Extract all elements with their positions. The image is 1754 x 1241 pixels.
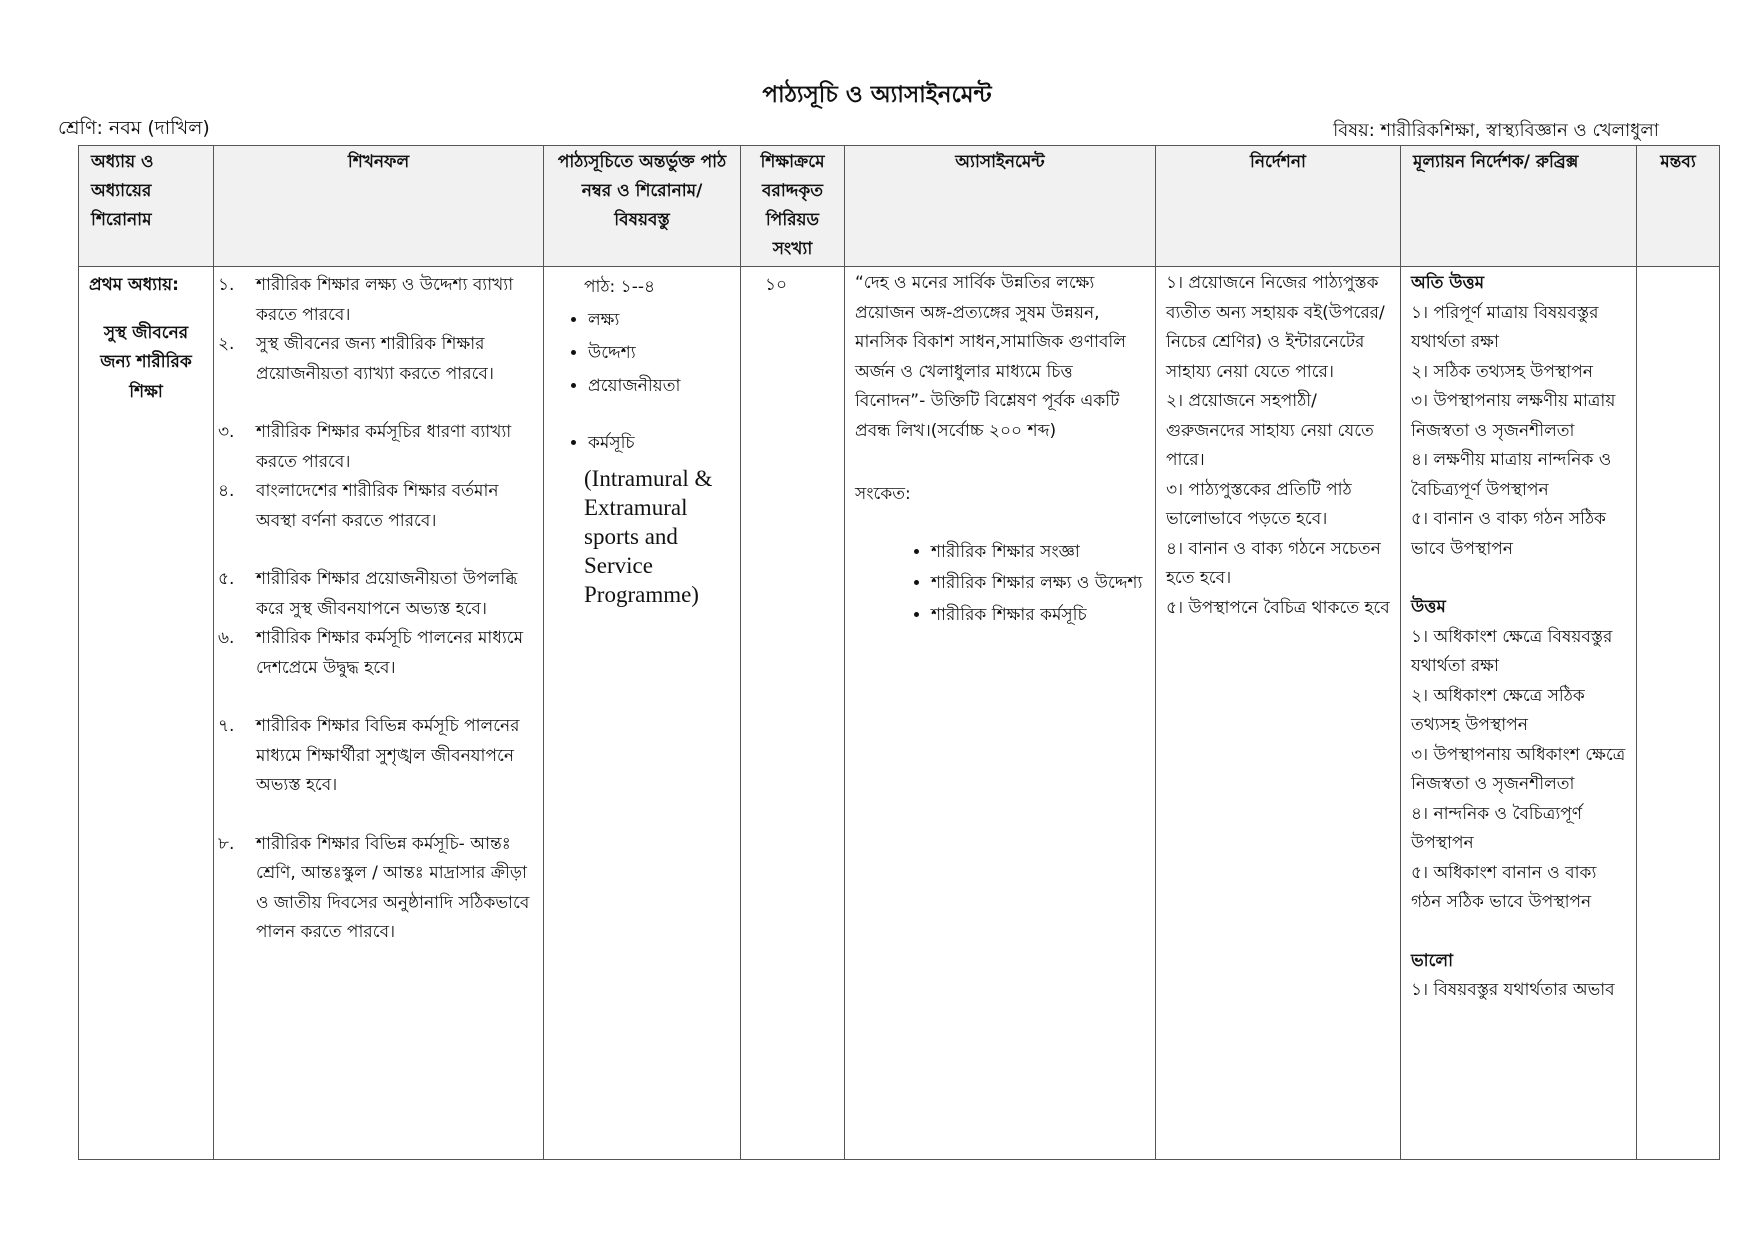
- direction-item: ২। প্রয়োজনে সহপাঠী/ গুরুজনদের সাহায্য নেয়া যেতে পারে।: [1166, 391, 1374, 470]
- table-row: [79, 267, 1720, 1160]
- rubric-item: ৪। লক্ষণীয় মাত্রায় নান্দনিক ও বৈচিত্র্যপূর্ণ উপস্থাপন: [1411, 450, 1612, 500]
- header-row: [79, 146, 1720, 267]
- rubric-item: ২। অধিকাংশ ক্ষেত্রে সঠিক তথ্যসহ উপস্থাপন: [1411, 685, 1585, 735]
- rubric-item: ২। সঠিক তথ্যসহ উপস্থাপন: [1411, 361, 1593, 382]
- direction-item: ১। প্রয়োজনে নিজের পাঠ্যপুস্তক ব্যতীত অন্য সহায়ক বই(উপরের/ নিচের শ্রেণির) ও ইন্টারনেটের সাহায্য নেয়া যেতে পারে।: [1166, 273, 1385, 382]
- chapter-name: সুস্থ জীবনের জন্য শারীরিক শিক্ষা: [100, 322, 192, 402]
- rubric-level: উত্তম: [1411, 597, 1446, 617]
- period-count: ১০: [765, 275, 788, 295]
- hint-label: সংকেত:: [855, 484, 911, 504]
- outcomes-cell: [214, 267, 544, 1160]
- rubric-block: [1411, 593, 1626, 918]
- hint-item: • শারীরিক শিক্ষার কর্মসূচি: [931, 601, 1155, 631]
- remarks-text: [1637, 267, 1719, 275]
- outcome-item: ৫. শারীরিক শিক্ষার প্রয়োজনীয়তা উপলব্ধি করে সুস্থ জীবনযাপনে অভ্যস্ত হবে।: [218, 569, 518, 619]
- lesson-range: পাঠ: ১--৪: [584, 277, 656, 297]
- rubric-block: [1411, 269, 1626, 564]
- outcome-item: ৪. বাংলাদেশের শারীরিক শিক্ষার বর্তমান অবস্থা বর্ণনা করতে পারবে।: [218, 481, 499, 531]
- remarks-cell: [1637, 267, 1720, 1160]
- lesson-topics: [544, 304, 740, 460]
- header-outcomes: শিখনফল: [214, 146, 544, 267]
- hint-list: [845, 538, 1155, 631]
- periods-cell: [741, 267, 845, 1160]
- rubric-item: ৩। উপস্থাপনায় লক্ষণীয় মাত্রায় নিজস্বতা ও সৃজনশীলতা: [1411, 391, 1616, 441]
- outcome-item: ৮. শারীরিক শিক্ষার বিভিন্ন কর্মসূচি- আন্তঃ শ্রেণি, আন্তঃস্কুল / আন্তঃ মাদ্রাসার ক্রীড়া ও জাতীয় দিবসের অনুষ্ঠানাদি সঠিকভাবে পালন করতে পারবে।: [218, 833, 530, 942]
- direction-item: ৩। পাঠ্যপুস্তকের প্রতিটি পাঠ ভালোভাবে পড়তে হবে।: [1166, 479, 1352, 529]
- lesson-topic: • প্রয়োজনীয়তা: [588, 370, 740, 403]
- outcome-item: ১. শারীরিক শিক্ষার লক্ষ্য ও উদ্দেশ্য ব্যাখ্যা করতে পারবে।: [218, 275, 514, 325]
- header-lessons: পাঠ্যসূচিতে অন্তর্ভুক্ত পাঠ নম্বর ও শিরোনাম/ বিষয়বস্তু: [544, 146, 741, 267]
- lesson-topic: • লক্ষ্য: [588, 304, 740, 337]
- outcomes-list: [214, 267, 543, 948]
- subject-label: বিষয়: শারীরিকশিক্ষা, স্বাস্থ্যবিজ্ঞান ও খেলাধুলা: [1333, 120, 1659, 141]
- lesson-topic: • কর্মসূচি: [588, 427, 740, 460]
- rubric-block: [1411, 947, 1626, 1006]
- assignment-text: “দেহ ও মনের সার্বিক উন্নতির লক্ষ্যে প্রয়োজন অঙ্গ-প্রত্যঙ্গের সুষম উন্নয়ন, মানসিক বিকাশ সাধন,সামাজিক গুণাবলি অর্জন ও খেলাধুলার মাধ্যমে চিত্ত বিনোদন”- উক্তিটি বিশ্লেষণ পূর্বক একটি প্রবন্ধ লিখ।(সর্বোচ্চ ২০০ শব্দ): [855, 273, 1126, 441]
- header-directions: নির্দেশনা: [1156, 146, 1401, 267]
- directions-list: [1156, 267, 1400, 625]
- directions-cell: [1156, 267, 1401, 1160]
- rubric-level: অতি উত্তম: [1411, 273, 1485, 293]
- chapter-number: প্রথম অধ্যায়:: [89, 275, 179, 295]
- header-chapter: অধ্যায় ও অধ্যায়ের শিরোনাম: [79, 146, 214, 267]
- lesson-topic: • উদ্দেশ্য: [588, 337, 740, 370]
- hint-item: • শারীরিক শিক্ষার সংজ্ঞা: [931, 538, 1155, 568]
- rubric-item: ৫। অধিকাংশ বানান ও বাক্য গঠন সঠিক ভাবে উপস্থাপন: [1411, 862, 1597, 912]
- header-rubric: মূল্যায়ন নির্দেশক/ রুব্রিক্স: [1401, 146, 1637, 267]
- hint-item: • শারীরিক শিক্ষার লক্ষ্য ও উদ্দেশ্য: [931, 569, 1155, 599]
- rubric-level: ভালো: [1411, 950, 1454, 971]
- document-title: পাঠ্যসূচি ও অ্যাসাইনমেন্ট: [762, 82, 992, 108]
- header-assignment: অ্যাসাইনমেন্ট: [845, 146, 1156, 267]
- rubric-item: ১। বিষয়বস্তুর যথার্থতার অভাব: [1411, 980, 1615, 1000]
- chapter-cell: [79, 267, 214, 1160]
- class-label: শ্রেণি: নবম (দাখিল): [58, 117, 210, 139]
- outcome-item: ৬. শারীরিক শিক্ষার কর্মসূচি পালনের মাধ্যমে দেশপ্রেমে উদ্বুদ্ধ হবে।: [218, 628, 524, 678]
- assignment-cell: [845, 267, 1156, 1160]
- syllabus-table: [78, 145, 1720, 1160]
- rubric-item: ১। পরিপূর্ণ মাত্রায় বিষয়বস্তুর যথার্থতা রক্ষা: [1411, 302, 1599, 352]
- outcome-item: ৭. শারীরিক শিক্ষার বিভিন্ন কর্মসূচি পালনের মাধ্যমে শিক্ষার্থীরা সুশৃঙ্খল জীবনযাপনে অভ্যস্ত হবে।: [218, 716, 520, 795]
- rubric-cell: [1401, 267, 1637, 1160]
- header-periods: শিক্ষাক্রমে বরাদ্দকৃত পিরিয়ড সংখ্যা: [741, 146, 845, 267]
- rubric-item: ৫। বানান ও বাক্য গঠন সঠিক ভাবে উপস্থাপন: [1411, 509, 1606, 559]
- direction-item: ৪। বানান ও বাক্য গঠনে সচেতন হতে হবে।: [1166, 538, 1381, 588]
- rubric-item: ৪। নান্দনিক ও বৈচিত্র্যপূর্ণ উপস্থাপন: [1411, 803, 1583, 853]
- direction-item: ৫। উপস্থাপনে বৈচিত্র থাকতে হবে: [1166, 597, 1390, 618]
- lessons-cell: [544, 267, 741, 1160]
- header-remarks: মন্তব্য: [1637, 146, 1720, 267]
- lesson-programme: (Intramural & Extramural sports and Service Programme): [584, 466, 713, 607]
- rubric-item: ৩। উপস্থাপনায় অধিকাংশ ক্ষেত্রে নিজস্বতা ও সৃজনশীলতা: [1411, 744, 1626, 794]
- outcome-item: ৩. শারীরিক শিক্ষার কর্মসূচির ধারণা ব্যাখ্যা করতে পারবে।: [218, 422, 512, 472]
- rubric-item: ১। অধিকাংশ ক্ষেত্রে বিষয়বস্তুর যথার্থতা রক্ষা: [1411, 626, 1613, 676]
- outcome-item: ২. সুস্থ জীবনের জন্য শারীরিক শিক্ষার প্রয়োজনীয়তা ব্যাখ্যা করতে পারবে।: [218, 334, 494, 384]
